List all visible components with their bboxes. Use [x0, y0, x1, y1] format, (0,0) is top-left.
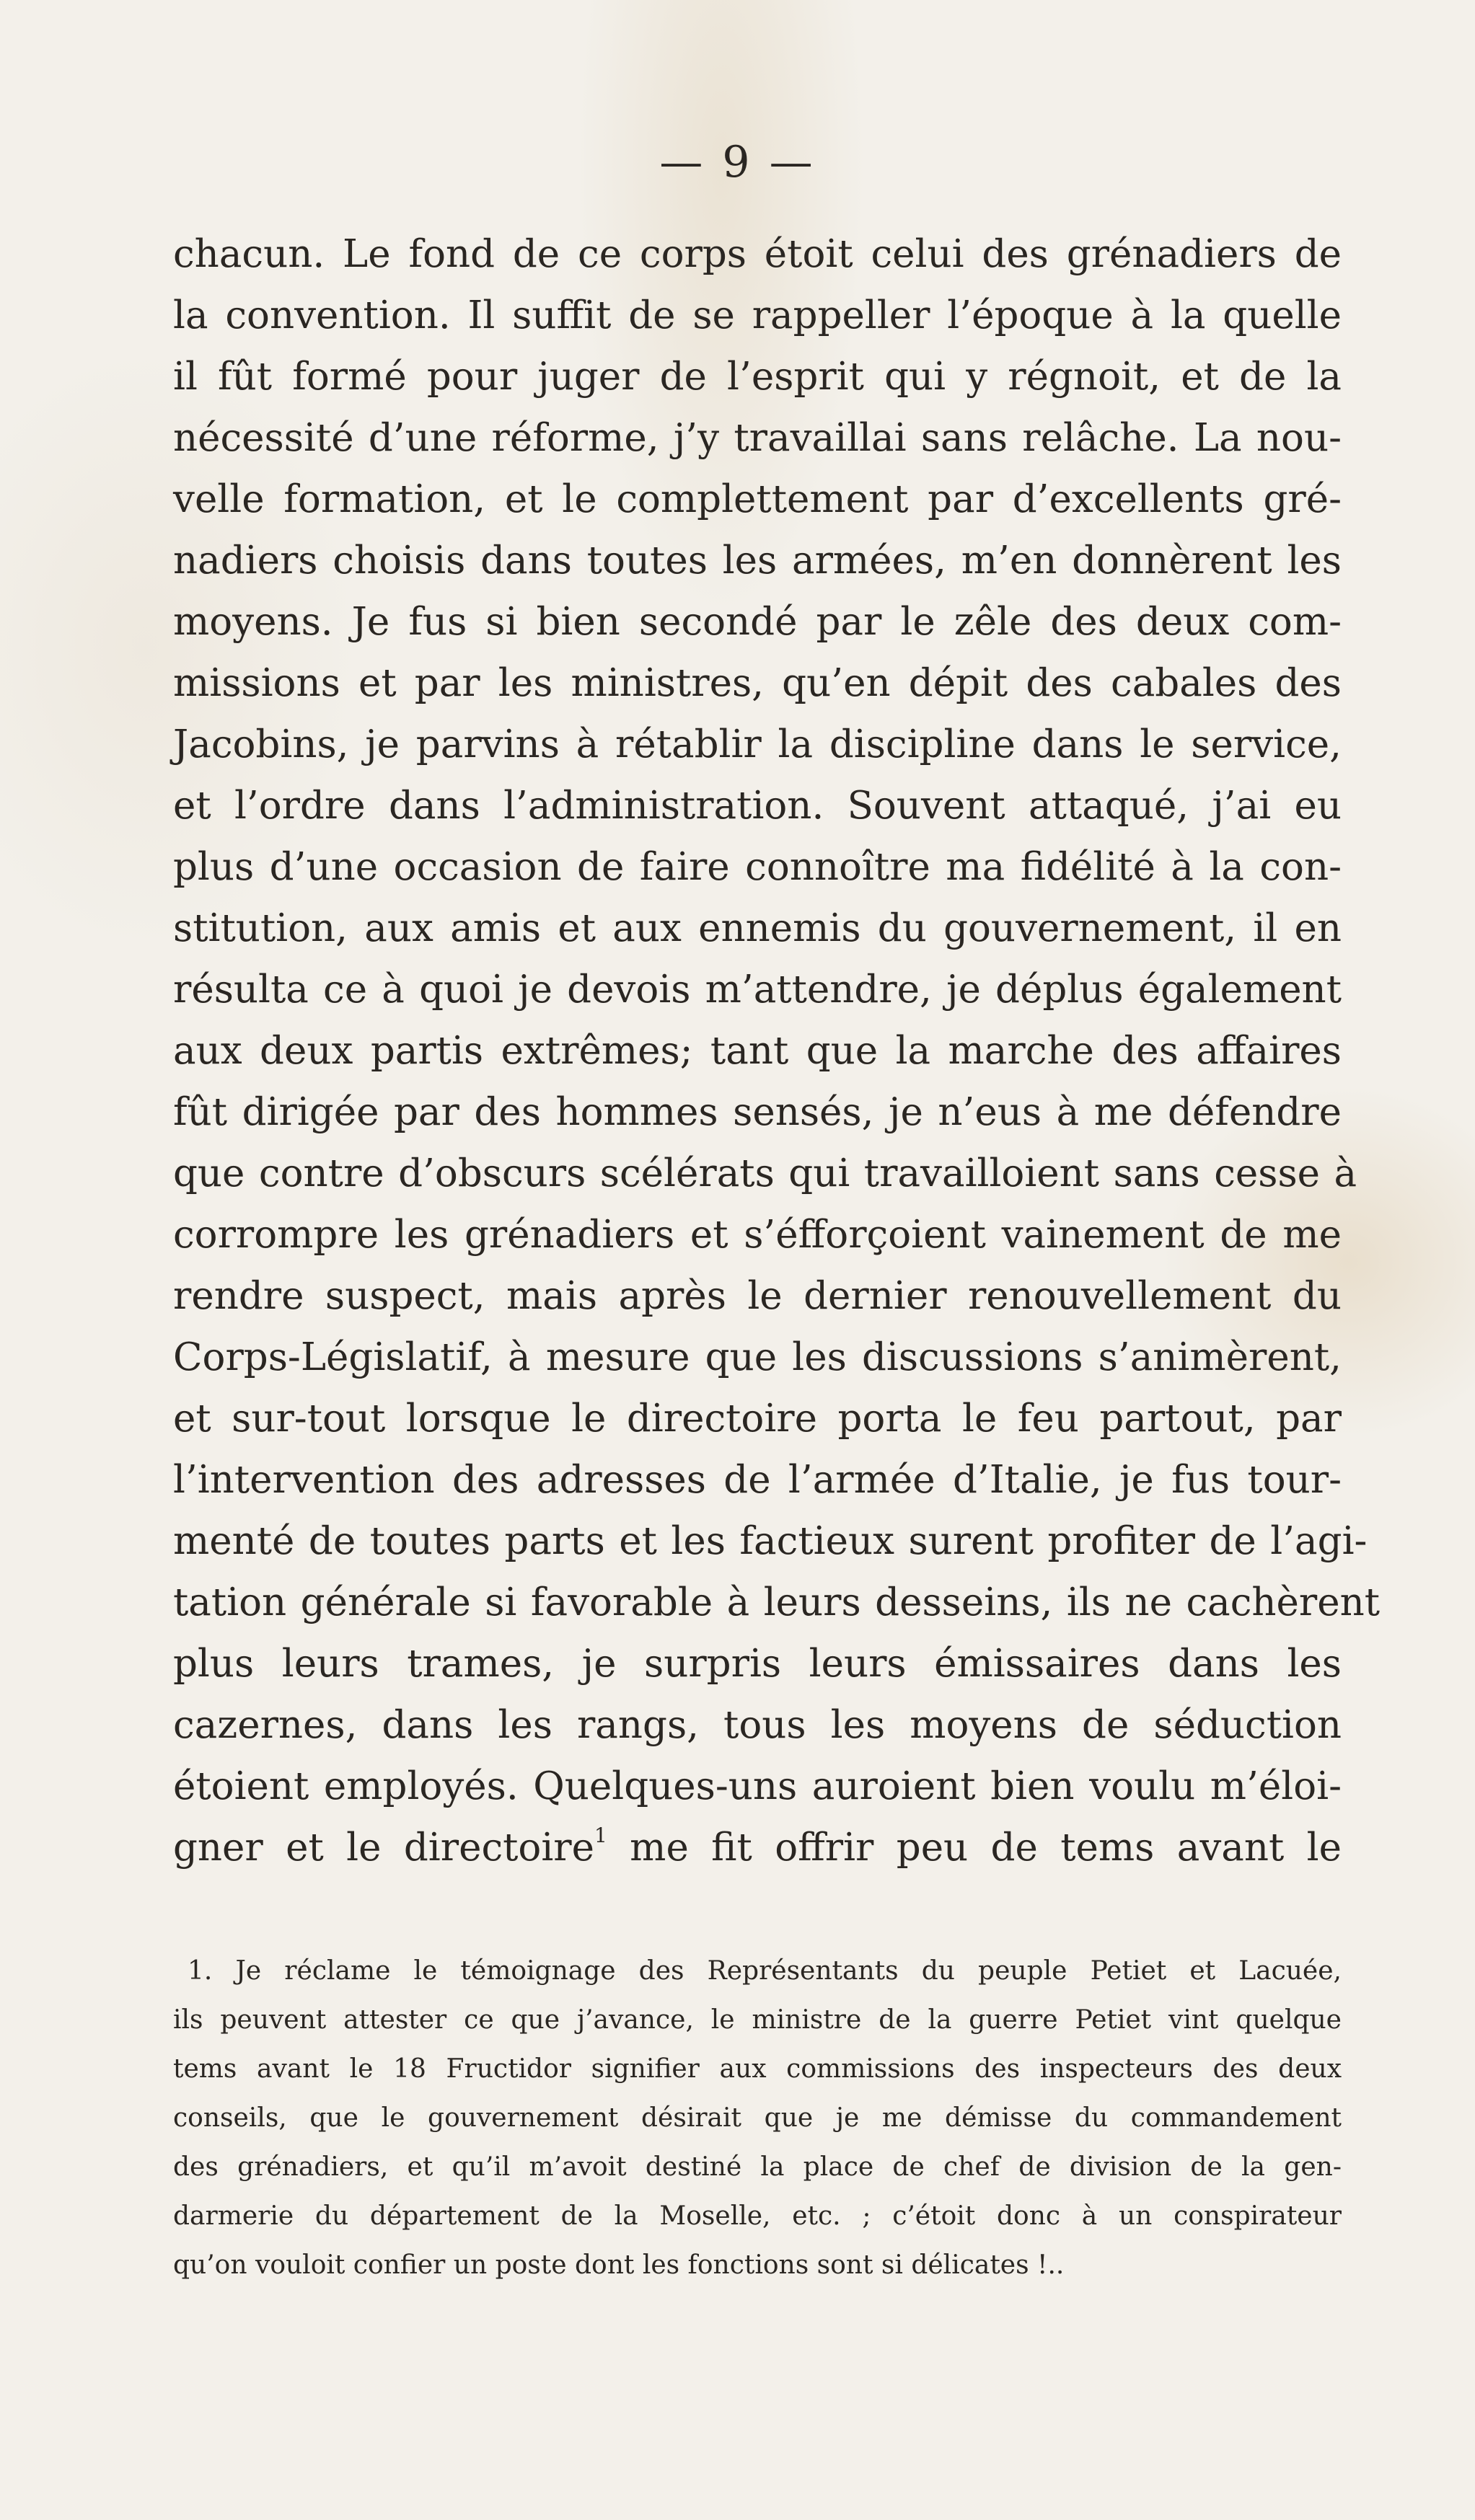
text-line: et l’ordre dans l’administration. Souvent attaqué, j’ai eu: [173, 784, 1342, 828]
footnote-line: darmerie du département de la Moselle, etc. ; c’étoit donc à un conspirateur: [173, 2201, 1342, 2231]
text-line: résulta ce à quoi je devois m’attendre, je déplus également: [173, 968, 1342, 1012]
footnote-line: conseils, que le gouvernement désirait que je me démisse du commandement: [173, 2103, 1342, 2133]
footnote-block: [173, 1947, 1342, 2290]
text-line: et sur-tout lorsque le directoire porta le feu partout, par: [173, 1397, 1342, 1441]
text-line: plus leurs trames, je surpris leurs émissaires dans les: [173, 1642, 1342, 1686]
text-line: nadiers choisis dans toutes les armées, m’en donnèrent les: [173, 539, 1342, 583]
text-line: rendre suspect, mais après le dernier renouvellement du: [173, 1274, 1342, 1318]
text-line: chacun. Le fond de ce corps étoit celui des grénadiers de: [173, 232, 1342, 276]
text-line: il fût formé pour juger de l’esprit qui y régnoit, et de la: [173, 355, 1342, 399]
text-segment: gner et le directoire: [173, 1826, 594, 1870]
text-line-with-footnote-ref: [173, 1817, 1342, 1878]
text-line: la convention. Il suffit de se rappeller l’époque à la quelle: [173, 293, 1342, 337]
text-line: que contre d’obscurs scélérats qui travailloient sans cesse à: [173, 1151, 1357, 1195]
text-line: l’intervention des adresses de l’armée d’Italie, je fus tour-: [173, 1458, 1342, 1502]
text-line: nécessité d’une réforme, j’y travaillai sans relâche. La nou-: [173, 416, 1342, 460]
page-number-header: — 9 —: [659, 137, 816, 187]
main-text-block: [173, 224, 1381, 1878]
text-line: stitution, aux amis et aux ennemis du gouvernement, il en: [173, 906, 1342, 950]
text-line: fût dirigée par des hommes sensés, je n’eus à me défendre: [173, 1090, 1342, 1134]
text-line: corrompre les grénadiers et s’éfforçoient vainement de me: [173, 1213, 1342, 1257]
text-line: tation générale si favorable à leurs desseins, ils ne cachèrent: [173, 1580, 1381, 1624]
text-line: missions et par les ministres, qu’en dépit des cabales des: [173, 661, 1342, 705]
footnote-reference: 1: [594, 1823, 607, 1847]
text-segment: me fit offrir peu de tems avant le: [607, 1826, 1342, 1870]
text-line: menté de toutes parts et les factieux surent profiter de l’agi-: [173, 1519, 1368, 1563]
text-line: plus d’une occasion de faire connoître ma fidélité à la con-: [173, 845, 1342, 889]
footnote-line: ils peuvent attester ce que j’avance, le ministre de la guerre Petiet vint quelque: [173, 2005, 1342, 2035]
footnote-line: qu’on vouloit confier un poste dont les fonctions sont si délicates !..: [173, 2250, 1065, 2280]
text-line: cazernes, dans les rangs, tous les moyens de séduction: [173, 1703, 1342, 1747]
text-line: Corps-Législatif, à mesure que les discussions s’animèrent,: [173, 1335, 1342, 1379]
text-line: étoient employés. Quelques-uns auroient bien voulu m’éloi-: [173, 1764, 1342, 1808]
text-line: aux deux partis extrêmes; tant que la marche des affaires: [173, 1029, 1342, 1073]
footnote-line: 1. Je réclame le témoignage des Représentants du peuple Petiet et Lacuée,: [188, 1956, 1342, 1986]
footnote-line: tems avant le 18 Fructidor signifier aux commissions des inspecteurs des deux: [173, 2054, 1342, 2084]
text-line: Jacobins, je parvins à rétablir la discipline dans le service,: [173, 722, 1342, 766]
footnote-line: des grénadiers, et qu’il m’avoit destiné la place de chef de division de la gen-: [173, 2152, 1342, 2182]
text-line: moyens. Je fus si bien secondé par le zêle des deux com-: [173, 600, 1342, 644]
text-line: velle formation, et le complettement par d’excellents gré-: [173, 477, 1342, 521]
